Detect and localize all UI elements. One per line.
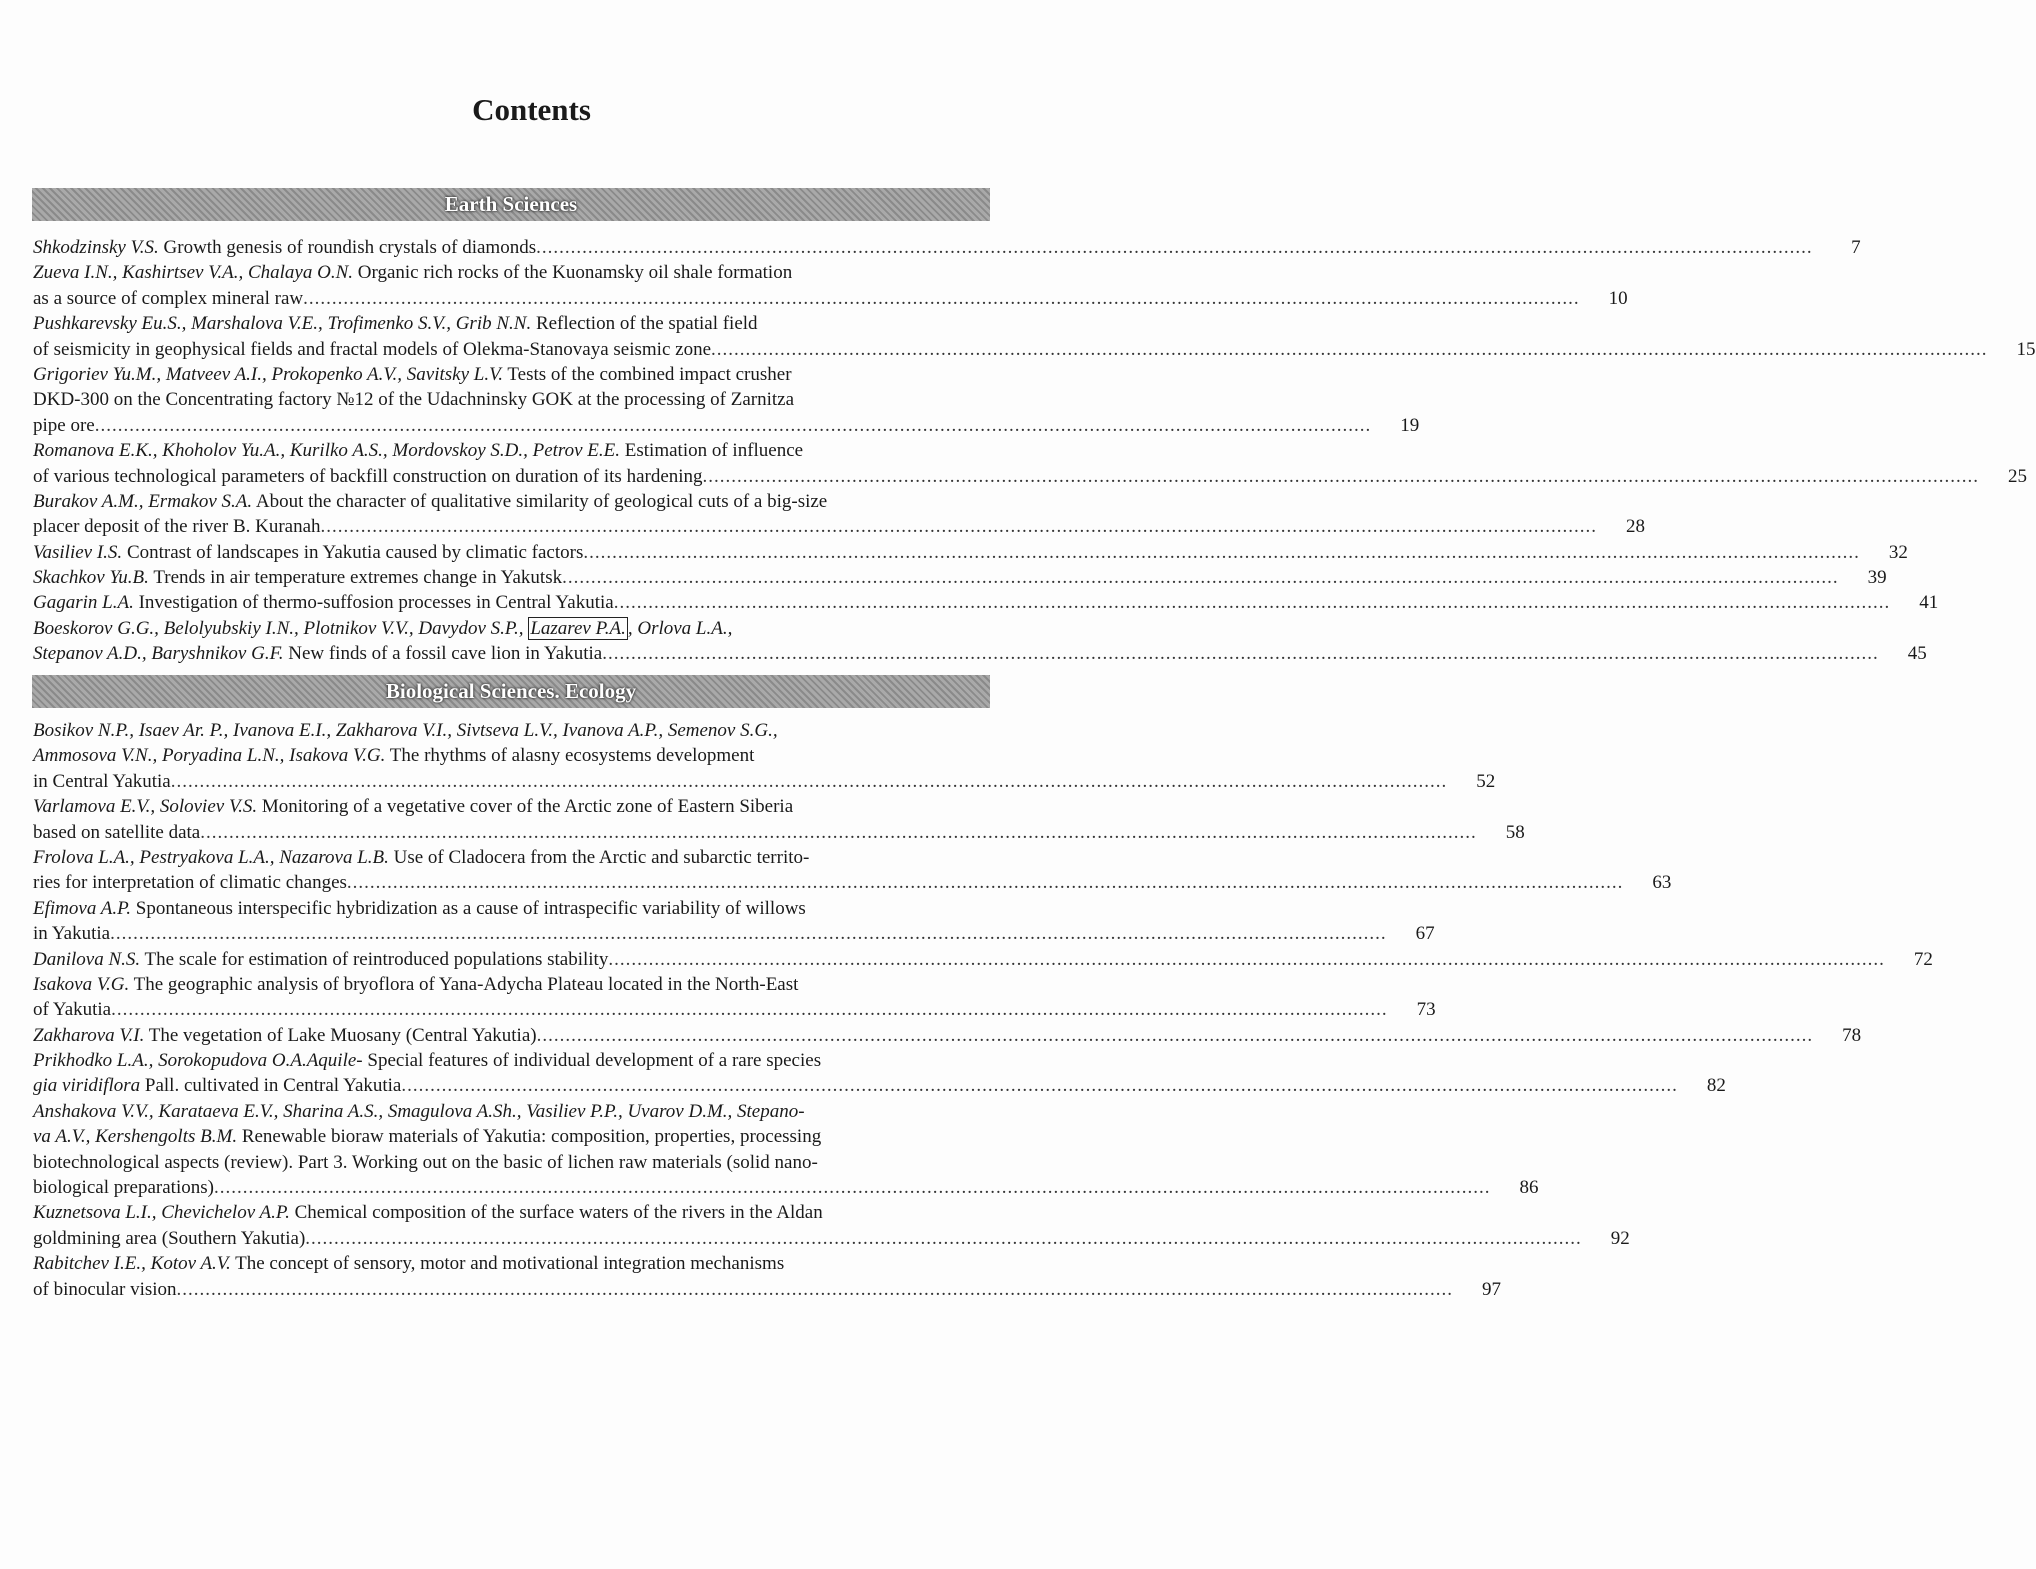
entry-title: in Central Yakutia (33, 770, 171, 792)
entry-line (33, 1277, 1502, 1302)
entry-line (33, 743, 995, 768)
entry-authors: Bosikov N.P., Isaev Ar. P., Ivanova E.I., Zakharova V.I., Sivtseva L.V., Ivanova A.P., Semenov S.G., (33, 720, 778, 741)
page-number: 92 (1610, 1227, 1630, 1249)
entry-line (33, 286, 1628, 311)
entry-line (33, 1099, 995, 1124)
entry-text (33, 641, 602, 666)
entry-line (33, 769, 1496, 794)
entry-text (33, 820, 200, 845)
entry-title: The rhythms of alasny ecosystems development (385, 745, 755, 767)
entry-title: of binocular vision (33, 1278, 177, 1300)
page-number: 86 (1519, 1177, 1539, 1199)
entry-text (33, 235, 536, 260)
entry-text (33, 947, 608, 972)
entry-authors: Vasiliev I.S. (33, 541, 123, 563)
section-title: Biological Sciences. Ecology (385, 679, 637, 703)
entry-line (33, 1251, 995, 1276)
entry-title: DKD-300 on the Concentrating factory №12 of the Udachninsky GOK at the processing of Zarnitza (33, 389, 795, 411)
entry-title: Contrast of landscapes in Yakutia caused by climatic factors (122, 541, 584, 563)
entry-title: Reflection of the spatial field (531, 313, 758, 335)
toc-entry[interactable] (33, 1023, 1862, 1048)
toc-entry[interactable] (33, 362, 1420, 438)
highlighted-author: Lazarev P.A. (530, 617, 626, 639)
page-number: 72 (1913, 948, 1933, 970)
page-number: 73 (1416, 999, 1436, 1021)
dot-leader (214, 1175, 1491, 1200)
entry-title: Pall. cultivated in Central Yakutia (140, 1075, 402, 1097)
toc-entry[interactable] (33, 540, 1908, 565)
entry-title: Use of Cladocera from the Arctic and subarctic territo- (388, 846, 810, 868)
entry-authors: Efimova A.P. (33, 897, 131, 919)
toc-entry[interactable] (33, 1099, 1539, 1201)
dot-leader (171, 769, 1448, 794)
page-title: Contents (472, 92, 591, 127)
dot-leader (401, 1073, 1678, 1098)
toc-entry[interactable] (33, 718, 1496, 794)
entry-line (33, 387, 995, 412)
entry-authors: Prikhodko L.A., Sorokopudova O.A. (33, 1050, 307, 1072)
entry-text (33, 590, 614, 615)
page-number: 15 (2016, 338, 2036, 360)
entry-line (33, 1200, 995, 1225)
entry-title: goldmining area (Southern Yakutia) (33, 1227, 306, 1249)
dot-leader (537, 1023, 1814, 1048)
page-number: 58 (1505, 821, 1525, 843)
toc-list-biological-sciences (33, 718, 1933, 1302)
page-number: 82 (1706, 1075, 1726, 1097)
dot-leader (711, 337, 1988, 362)
entry-authors: Kuznetsova L.I., Chevichelov A.P. (33, 1202, 290, 1224)
page-number: 19 (1400, 414, 1420, 436)
entry-line (33, 947, 1933, 972)
entry-line (33, 896, 995, 921)
entry-title: biological preparations) (33, 1177, 214, 1199)
dot-leader (583, 540, 1860, 565)
toc-entry[interactable] (33, 794, 1525, 845)
section-header-earth-sciences (32, 188, 990, 221)
entry-title: Spontaneous interspecific hybridization as a cause of intraspecific variability of willows (131, 897, 806, 919)
page-number: 78 (1842, 1024, 1862, 1046)
page-number: 52 (1476, 770, 1496, 792)
dot-leader (347, 870, 1624, 895)
entry-line (33, 845, 995, 870)
dot-leader (321, 514, 1598, 539)
entry-title: of various technological parameters of backfill construction on duration of its hardening (33, 465, 703, 487)
entry-line (33, 1124, 995, 1149)
entry-line (33, 540, 1908, 565)
entry-text (33, 514, 321, 539)
entry-authors: Romanova E.K., Khoholov Yu.A., Kurilko A.S., Mordovskoy S.D., Petrov E.E. (33, 440, 621, 462)
entry-authors: Isakova V.G. (33, 973, 130, 995)
page-number: 67 (1415, 923, 1435, 945)
entry-line (33, 997, 1436, 1022)
entry-line (33, 311, 995, 336)
entry-line (33, 616, 995, 641)
toc-entry[interactable] (33, 896, 1435, 947)
entry-line (33, 260, 995, 285)
entry-authors: Grigoriev Yu.M., Matveev A.I., Prokopenko A.V., Savitsky L.V. (33, 363, 503, 385)
entry-line (33, 870, 1672, 895)
toc-entry[interactable] (33, 616, 1927, 667)
entry-title: pipe ore (33, 414, 95, 436)
entry-line (33, 1150, 995, 1175)
toc-entry[interactable] (33, 489, 1646, 540)
entry-title: Chemical composition of the surface waters of the rivers in the Aldan (289, 1202, 823, 1224)
entry-line (33, 718, 995, 743)
dot-leader (703, 464, 1980, 489)
dot-leader (303, 286, 1580, 311)
section-header-biological-sciences (32, 675, 990, 708)
entry-title: New finds of a fossil cave lion in Yakutia (283, 643, 603, 665)
entry-line (33, 514, 1646, 539)
entry-text (33, 870, 347, 895)
dot-leader (536, 235, 1813, 260)
toc-entry[interactable] (33, 1048, 1726, 1099)
entry-authors: Skachkov Yu.B. (33, 567, 149, 589)
page-number: 41 (1919, 592, 1939, 614)
dot-leader (111, 997, 1388, 1022)
toc-entry[interactable] (33, 1251, 1502, 1302)
entry-title: in Yakutia (33, 923, 111, 945)
entry-authors: va A.V., Kershengolts B.M. (33, 1126, 238, 1148)
entry-line (33, 438, 995, 463)
entry-text (33, 337, 711, 362)
page-number: 7 (1851, 237, 1861, 258)
entry-line (33, 464, 2028, 489)
entry-line (33, 641, 1927, 666)
page-number: 10 (1608, 287, 1628, 309)
dot-leader (614, 590, 1891, 615)
dot-leader (95, 413, 1372, 438)
entry-authors: Gagarin L.A. (33, 592, 134, 614)
page-number: 25 (2008, 465, 2028, 487)
entry-title: Estimation of influence (620, 440, 804, 462)
entry-title: Renewable bioraw materials of Yakutia: composition, properties, processing (237, 1126, 822, 1148)
entry-authors: Boeskorov G.G., Belolyubskiy I.N., Plotnikov V.V., Davydov S.P., (33, 617, 529, 639)
entry-authors: Pushkarevsky Eu.S., Marshalova V.E., Trofimenko S.V., Grib N.N. (33, 313, 532, 335)
entry-line (33, 565, 1887, 590)
entry-authors: Burakov A.M., Ermakov S.A. (33, 490, 253, 512)
entry-text (33, 1175, 214, 1200)
entry-title: biotechnological aspects (review). Part 3. Working out on the basic of lichen raw materials (solid nano- (33, 1151, 818, 1173)
entry-authors: Anshakova V.V., Karataeva E.V., Sharina A.S., Smagulova A.Sh., Vasiliev P.P., Uvarov D.M., Stepano- (33, 1100, 805, 1122)
entry-authors: Ammosova V.N., Poryadina L.N., Isakova V.G. (33, 745, 386, 767)
page-number: 32 (1888, 541, 1908, 563)
entry-line (33, 1226, 1630, 1251)
toc-entry[interactable] (33, 260, 1628, 311)
entry-line (33, 972, 995, 997)
toc-entry[interactable] (33, 1200, 1630, 1251)
dot-leader (562, 565, 1839, 590)
dot-leader (305, 1226, 1582, 1251)
entry-line (33, 1175, 1539, 1200)
toc-entry[interactable] (33, 311, 2036, 362)
entry-text (33, 1073, 401, 1098)
entry-line (33, 235, 1861, 260)
entry-title: as a source of complex mineral raw (33, 287, 304, 309)
entry-title: Investigation of thermo-suffosion processes in Central Yakutia (133, 592, 614, 614)
entry-title: Organic rich rocks of the Kuonamsky oil shale formation (353, 262, 793, 284)
page-number: 39 (1867, 567, 1887, 589)
page-number: 63 (1652, 872, 1672, 894)
dot-leader (608, 947, 1885, 972)
entry-line (33, 794, 995, 819)
toc-entry[interactable] (33, 972, 1436, 1023)
entry-line (33, 413, 1420, 438)
entry-authors: Varlamova E.V., Soloviev V.S. (33, 796, 258, 818)
entry-title: The vegetation of Lake Muosany (Central Yakutia) (144, 1024, 537, 1046)
entry-title: Monitoring of a vegetative cover of the Arctic zone of Eastern Siberia (257, 796, 794, 818)
entry-text (33, 1226, 305, 1251)
entry-line (33, 1023, 1862, 1048)
entry-title: Special features of individual development of a rare species (362, 1050, 822, 1072)
section-title: Earth Sciences (444, 192, 578, 216)
entry-text (33, 413, 95, 438)
dot-leader (200, 820, 1477, 845)
entry-authors: Shkodzinsky V.S. (33, 237, 159, 258)
toc-list-earth-sciences (33, 235, 2036, 667)
entry-line (33, 337, 2036, 362)
dot-leader (177, 1277, 1454, 1302)
entry-title: The scale for estimation of reintroduced populations stability (140, 948, 609, 970)
page-number: 45 (1907, 643, 1927, 665)
entry-title: The geographic analysis of bryoflora of Yana-Adycha Plateau located in the North-East (129, 973, 799, 995)
toc-entry[interactable] (33, 438, 2028, 489)
entry-title: placer deposit of the river B. Kuranah (33, 516, 321, 538)
entry-text (33, 540, 583, 565)
entry-title: The concept of sensory, motor and motivational integration mechanisms (230, 1253, 785, 1275)
dot-leader (602, 641, 1879, 666)
page-number: 97 (1482, 1278, 1502, 1300)
entry-authors: gia viridiflora (33, 1075, 141, 1097)
toc-entry[interactable] (33, 947, 1933, 972)
entry-text (33, 1277, 177, 1302)
entry-line (33, 362, 995, 387)
entry-text (33, 769, 171, 794)
entry-authors: Frolova L.A., Pestryakova L.A., Nazarova L.B. (33, 846, 389, 868)
entry-text (33, 1023, 537, 1048)
entry-line (33, 1048, 995, 1073)
entry-authors: Zakharova V.I. (33, 1024, 145, 1046)
entry-authors: Stepanov A.D., Baryshnikov G.F. (33, 643, 284, 665)
entry-title: based on satellite data (33, 821, 201, 843)
entry-title: ries for interpretation of climatic changes (33, 872, 347, 894)
entry-text (33, 464, 703, 489)
entry-authors: Rabitchev I.E., Kotov A.V. (33, 1253, 231, 1275)
entry-line (33, 590, 1939, 615)
entry-authors: , Orlova L.A., (627, 617, 733, 639)
entry-authors: Danilova N.S. (33, 948, 141, 970)
entry-title: About the character of qualitative similarity of geological cuts of a big-size (252, 490, 828, 512)
entry-text (33, 997, 111, 1022)
entry-authors: Zueva I.N., Kashirtsev V.A., Chalaya O.N. (33, 262, 354, 284)
entry-text (33, 286, 303, 311)
entry-line (33, 489, 995, 514)
entry-line (33, 820, 1525, 845)
entry-title: Trends in air temperature extremes change in Yakutsk (148, 567, 563, 589)
entry-title: of Yakutia (33, 999, 112, 1021)
page-number: 28 (1626, 516, 1646, 538)
entry-title: of seismicity in geophysical fields and fractal models of Olekma-Stanovaya seismic zone (33, 338, 711, 360)
toc-entry[interactable] (33, 845, 1672, 896)
entry-title: Growth genesis of roundish crystals of diamonds (158, 237, 537, 258)
entry-text (33, 565, 562, 590)
toc-entry[interactable] (33, 590, 1939, 615)
dot-leader (110, 921, 1387, 946)
entry-line (33, 921, 1435, 946)
entry-title: Tests of the combined impact crusher (503, 363, 792, 385)
toc-entry[interactable] (33, 565, 1887, 590)
entry-authors: Aquile- (306, 1050, 363, 1072)
entry-line (33, 1073, 1726, 1098)
toc-entry[interactable] (33, 235, 1861, 260)
entry-text (33, 921, 110, 946)
